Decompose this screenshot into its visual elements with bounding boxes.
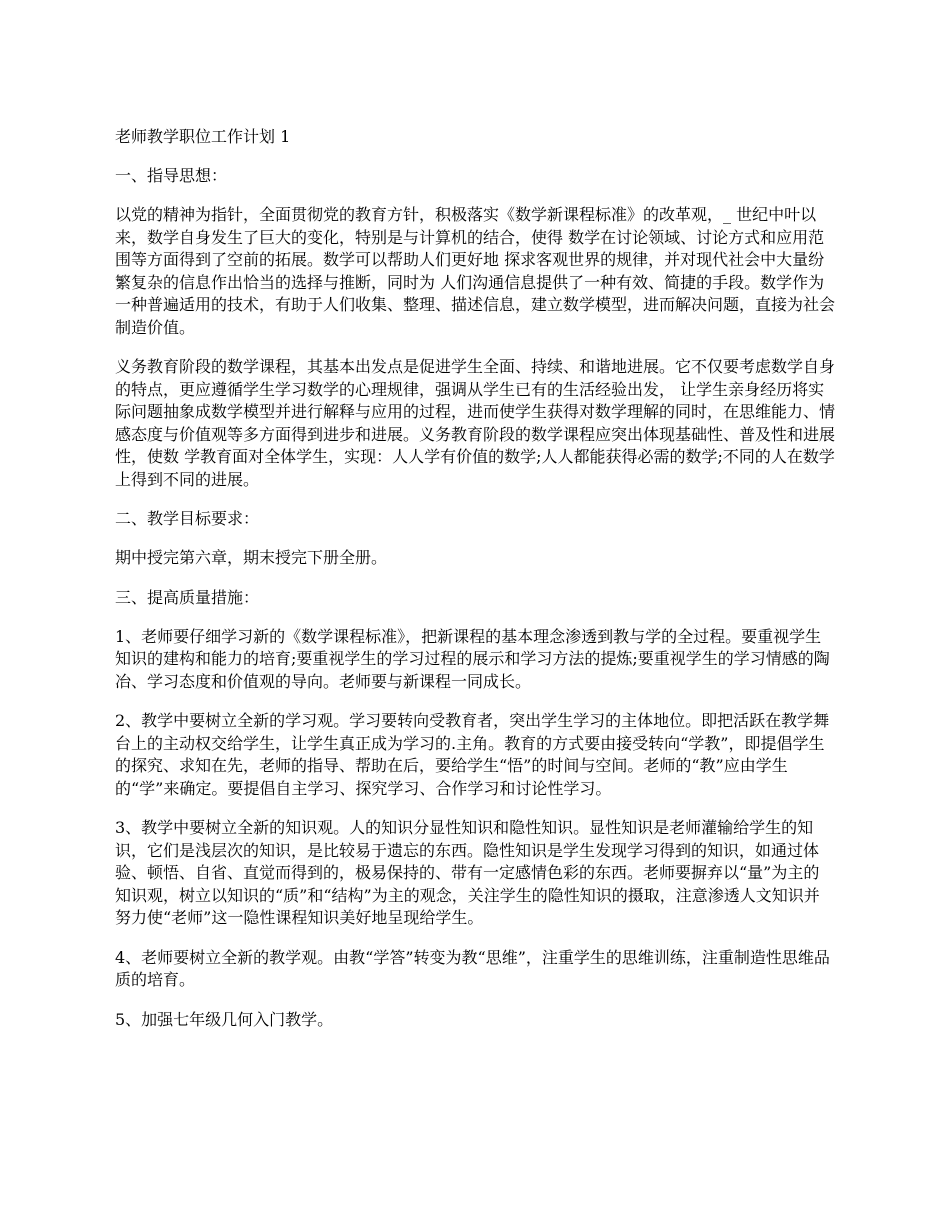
document-title: 老师教学职位工作计划 1 — [115, 127, 291, 146]
paragraph: 以党的精神为指针，全面贯彻党的教育方针，积极落实《数学新课程标准》的改革观，_ 世纪中叶以来，数学自身发生了巨大的变化，特别是与计算机的结合，使得 数学在讨论领域、讨论方式和应用范围等方面得到了空前的拓展。数学可以帮助人们更好地 探求客观世界的规律，并对现代社会中大量纷繁复杂的信息作出恰当的选择与推断，同时为 人们沟通信息提供了一种有效、简捷的手段。数学作为一种普遍适用的技术，有助于人们收集、整理、描述信息，建立数学模型，进而解决问题，直接为社会制造价值。 — [115, 205, 836, 337]
list-item-paragraph: 3、教学中要树立全新的知识观。人的知识分显性知识和隐性知识。显性知识是老师灌输给学生的知识，它们是浅层次的知识，是比较易于遗忘的东西。隐性知识是学生发现学习得到的知识，如通过体验、顿悟、自省、直觉而得到的，极易保持的、带有一定感情色彩的东西。老师要摒弃以“量”为主的知识观，树立以知识的“质”和“结构”为主的观念，关注学生的隐性知识的摄取，注意渗透人文知识并努力使“老师”这一隐性课程知识美好地呈现给学生。 — [115, 818, 820, 927]
section-heading-guiding-ideology: 一、指导思想： — [115, 166, 228, 185]
section-heading-teaching-goals: 二、教学目标要求： — [115, 509, 260, 528]
paragraph: 期中授完第六章，期末授完下册全册。 — [115, 548, 388, 567]
list-item-paragraph: 5、加强七年级几何入门教学。 — [115, 1009, 334, 1029]
document-page — [115, 126, 835, 1048]
section-heading-quality-measures: 三、提高质量措施： — [115, 587, 260, 607]
list-item-paragraph: 2、教学中要树立全新的学习观。学习要转向受教育者，突出学生学习的主体地位。即把活跃在教学舞台上的主动权交给学生，让学生真正成为学习的.主角。教育的方式要由接受转向“学教”，即提倡学生的探究、求知在先，老师的指导、帮助在后，要给学生“悟”的时间与空间。老师的“教”应由学生的“学”来确定。要提倡自主学习、探究学习、合作学习和讨论性学习。 — [115, 711, 830, 798]
list-item-paragraph: 4、老师要树立全新的教学观。由教“学答”转变为教“思维”，注重学生的思维训练，注重制造性思维品质的培育。 — [115, 947, 830, 989]
list-item-paragraph: 1、老师要仔细学习新的《数学课程标准》，把新课程的基本理念渗透到教与学的全过程。要重视学生知识的建构和能力的培育;要重视学生的学习过程的展示和学习方法的提炼;要重视学生的学习情感的陶冶、学习态度和价值观的导向。老师要与新课程一同成长。 — [115, 626, 830, 691]
paragraph: 义务教育阶段的数学课程，其基本出发点是促进学生全面、持续、和谐地进展。它不仅要考虑数学自身的特点，更应遵循学生学习数学的心理规律，强调从学生已有的生活经验出发， 让学生亲身经历将实际问题抽象成数学模型并进行解释与应用的过程，进而使学生获得对数学理解的同时，在思维能力、情感态度与价值观等多方面得到进步和进展。义务教育阶段的数学课程应突出体现基础性、普及性和进展性，使数 学教育面对全体学生，实现：人人学有价值的数学;人人都能获得必需的数学;不同的人在数学上得到不同的进展。 — [115, 357, 836, 489]
